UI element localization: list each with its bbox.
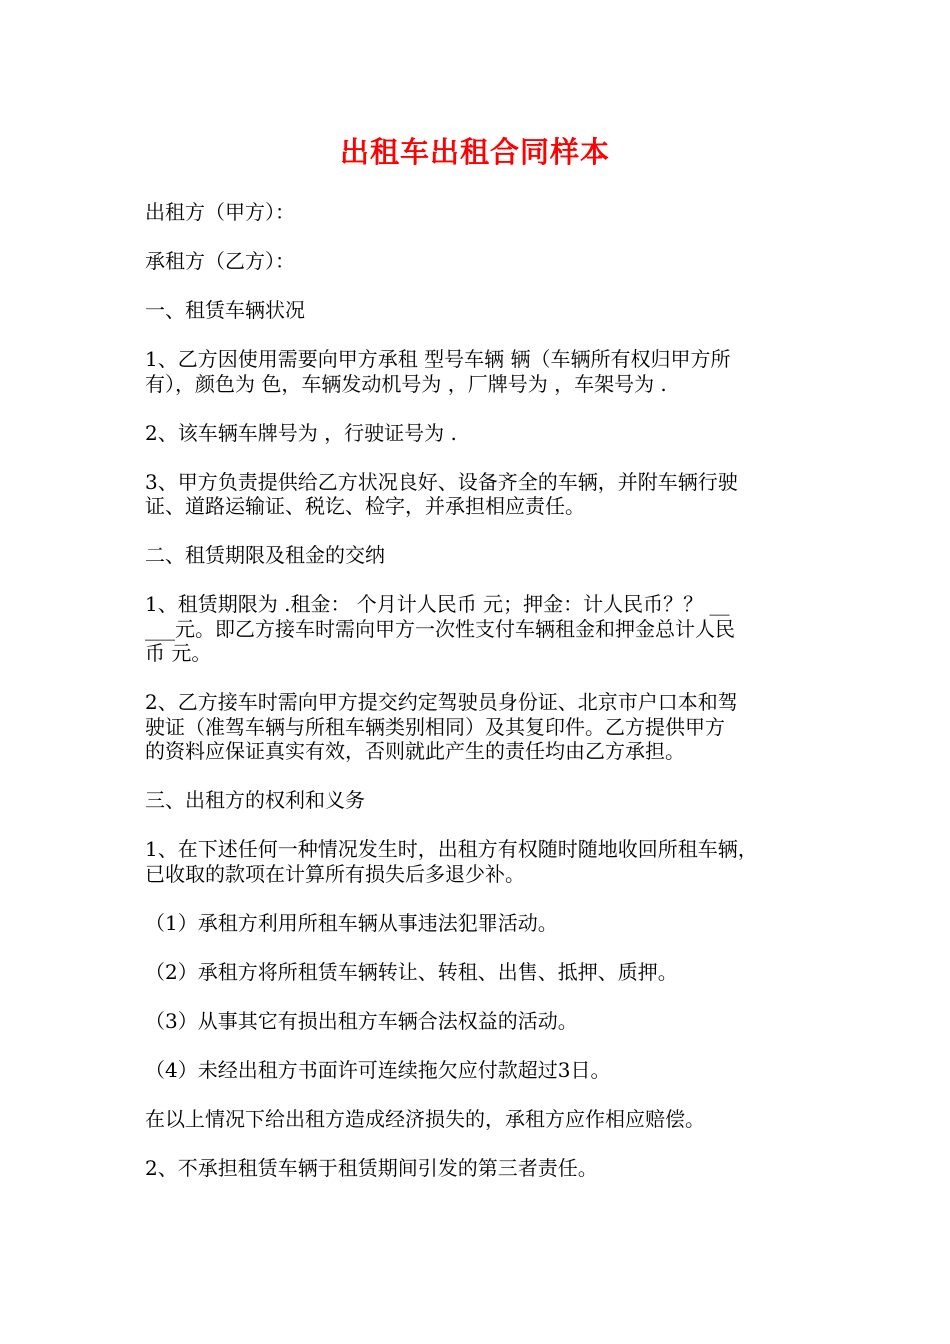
paragraph-line: 承租方（乙方）：	[145, 249, 295, 273]
paragraph	[145, 911, 815, 936]
paragraph	[145, 298, 815, 323]
paragraph	[145, 249, 815, 274]
document-body	[145, 200, 815, 1205]
paragraph	[145, 837, 815, 886]
paragraph-line: 币 元。	[145, 641, 212, 665]
paragraph-line: 三、出租方的权利和义务	[145, 788, 365, 812]
paragraph-line: 已收取的款项在计算所有损失后多退少补。	[145, 861, 525, 886]
paragraph-line: （4）未经出租方书面许可连续拖欠应付款超过3日。	[145, 1057, 611, 1082]
paragraph-line: 2、不承担租赁车辆于租赁期间引发的第三者责任。	[145, 1155, 598, 1180]
paragraph-line: 证、道路运输证、税讫、检字，并承担相应责任。	[145, 494, 585, 518]
paragraph-line: 驶证（准驾车辆与所租车辆类别相同）及其复印件。乙方提供甲方	[145, 714, 725, 739]
paragraph-line: 在以上情况下给出租方造成经济损失的，承租方应作相应赔偿。	[145, 1106, 705, 1131]
paragraph-line: 1、在下述任何一种情况发生时，出租方有权随时随地收回所租车辆，	[145, 837, 758, 861]
paragraph-line: （1）承租方利用所租车辆从事违法犯罪活动。	[145, 910, 558, 935]
document-title: 出租车出租合同样本	[339, 135, 610, 169]
paragraph-line: 出租方（甲方）：	[145, 200, 295, 224]
paragraph-line: 的资料应保证真实有效，否则就此产生的责任均由乙方承担。	[145, 739, 685, 763]
paragraph	[145, 1058, 815, 1083]
paragraph	[145, 347, 815, 396]
paragraph	[145, 200, 815, 225]
paragraph-line: （3）从事其它有损出租方车辆合法权益的活动。	[145, 1008, 578, 1033]
paragraph-line: 1、乙方因使用需要向甲方承租 型号车辆 辆（车辆所有权归甲方所	[145, 347, 731, 371]
paragraph-line: （2）承租方将所租赁车辆转让、转租、出售、抵押、质押。	[145, 959, 678, 984]
paragraph	[145, 1156, 815, 1181]
paragraph-line: 一、租赁车辆状况	[145, 298, 305, 322]
paragraph	[145, 421, 815, 446]
paragraph-line: 有），颜色为 色，车辆发动机号为 ，厂牌号为 ，车架号为 .	[145, 371, 667, 396]
paragraph	[145, 470, 815, 519]
paragraph-line: ___元。即乙方接车时需向甲方一次性支付车辆租金和押金总计人民	[145, 616, 735, 641]
paragraph	[145, 543, 815, 568]
paragraph	[145, 690, 815, 764]
paragraph	[145, 1009, 815, 1034]
paragraph	[145, 960, 815, 985]
paragraph	[145, 1107, 815, 1132]
paragraph-line: 1、租赁期限为 .租金： 个月计人民币 元；押金：计人民币？？ __	[145, 592, 730, 616]
paragraph-line: 二、租赁期限及租金的交纳	[145, 543, 385, 567]
paragraph-line: 3、甲方负责提供给乙方状况良好、设备齐全的车辆，并附车辆行驶	[145, 469, 738, 494]
paragraph	[145, 788, 815, 813]
paragraph-line: 2、该车辆车牌号为 ，行驶证号为 .	[145, 420, 457, 445]
paragraph-line: 2、乙方接车时需向甲方提交约定驾驶员身份证、北京市户口本和驾	[145, 690, 738, 714]
paragraph	[145, 592, 815, 666]
